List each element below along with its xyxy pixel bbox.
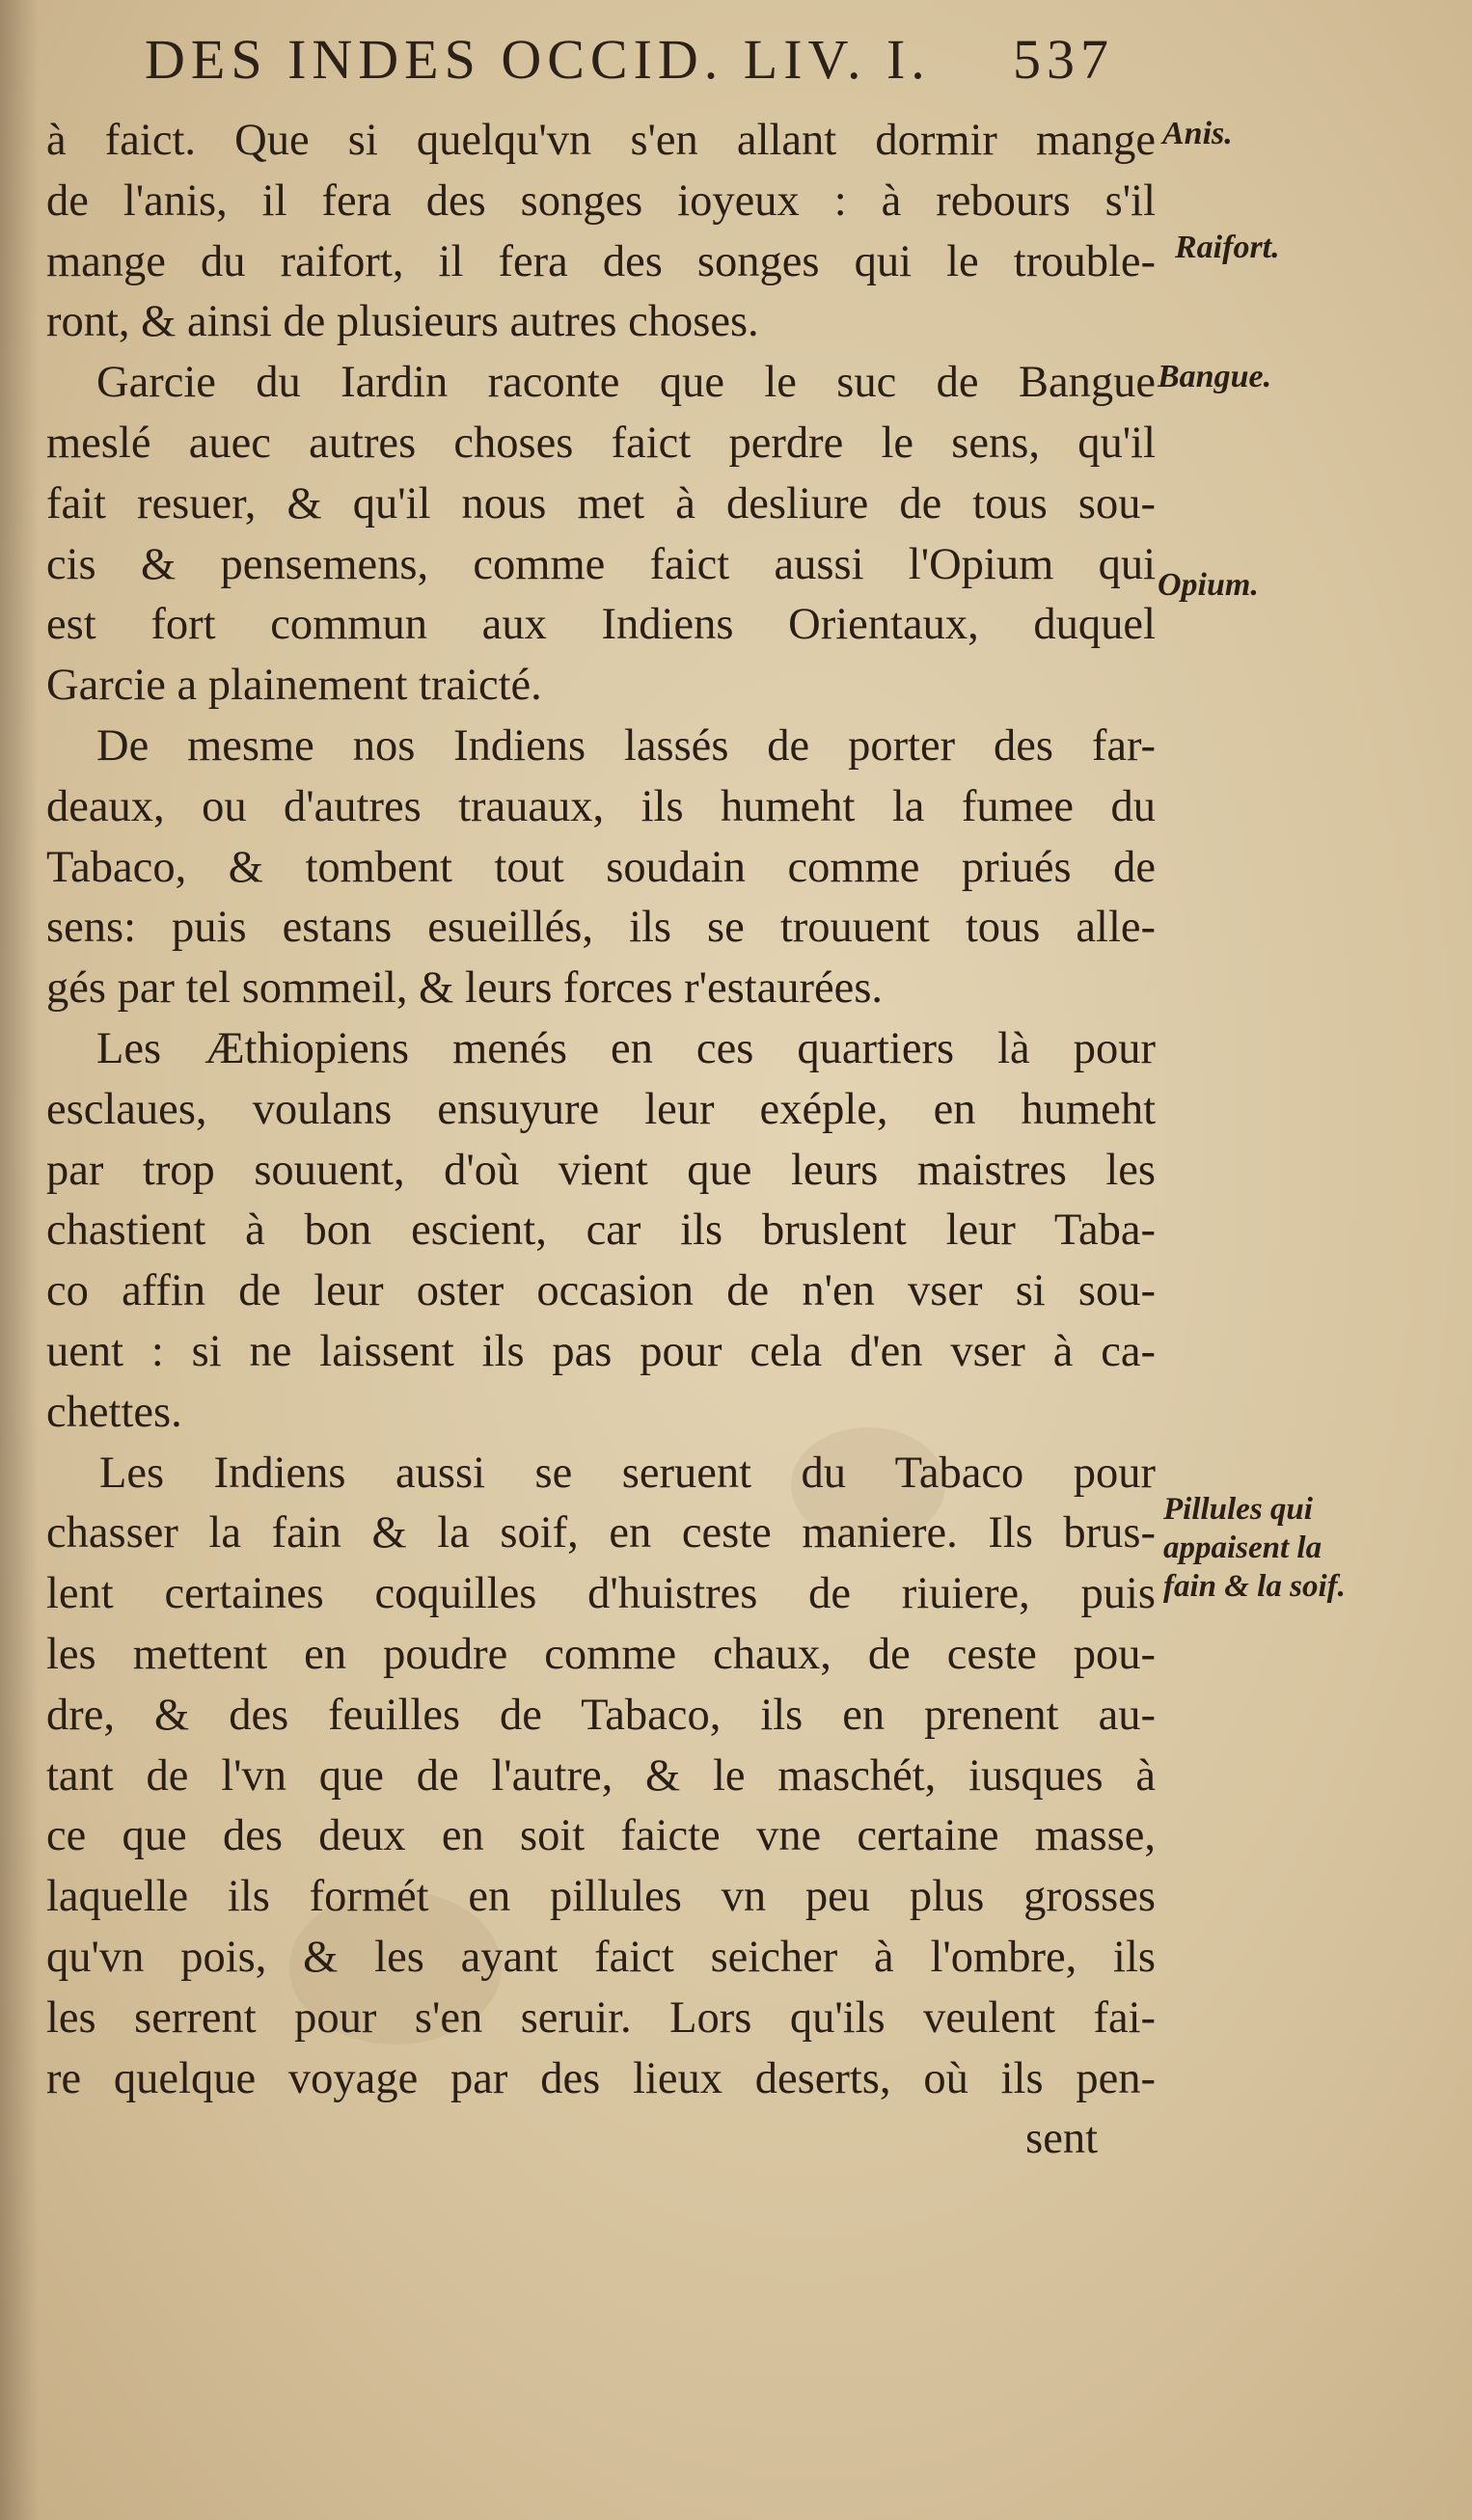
margin-note-bangue: Bangue.	[1158, 359, 1272, 394]
text-line: esclaues, voulans ensuyure leur exéple, en humeht	[46, 1084, 1156, 1134]
gutter-shadow	[0, 0, 39, 2520]
running-header	[145, 27, 1158, 114]
text-line: gés par tel sommeil, & leurs forces r'estaurées.	[46, 963, 884, 1014]
text-line: Garcie du Iardin raconte que le suc de Bangue	[96, 358, 1156, 408]
text-line: à faict. Que si quelqu'vn s'en allant dormir mange	[46, 116, 1156, 165]
text-line: ront, & ainsi de plusieurs autres choses.	[46, 297, 759, 347]
text-line: Garcie a plainement traicté.	[46, 661, 542, 711]
running-title: DES INDES OCCID. LIV. I.	[145, 28, 931, 91]
text-line: chasser la fain & la soif, en ceste maniere. Ils brus-	[46, 1508, 1156, 1558]
margin-note-pillules: Pillules qui appaisent la fain & la soif.	[1163, 1492, 1346, 1604]
text-line: uent : si ne laissent ils pas pour cela d'en vser à ca-	[46, 1326, 1156, 1376]
text-line: les mettent en poudre comme chaux, de ceste pou-	[46, 1629, 1156, 1679]
margin-note-raifort: Raifort.	[1175, 230, 1280, 265]
text-line: les serrent pour s'en seruir. Lors qu'ils veulent fai-	[46, 1992, 1156, 2043]
text-line: par trop souuent, d'où vient que leurs maistres les	[46, 1145, 1156, 1195]
margin-note-opium: Opium.	[1158, 567, 1259, 603]
text-line: Tabaco, & tombent tout soudain comme priués de	[46, 842, 1156, 892]
text-line: re quelque voyage par des lieux deserts, où ils pen-	[46, 2053, 1156, 2103]
text-line: Les Indiens aussi se seruent du Tabaco pour	[99, 1448, 1156, 1498]
text-line: meslé auec autres choses faict perdre le sens, qu'il	[46, 418, 1156, 468]
text-line: lent certaines coquilles d'huistres de riuiere, puis	[46, 1569, 1156, 1619]
catchword: sent	[1025, 2114, 1098, 2164]
margin-note-anis: Anis.	[1162, 116, 1233, 151]
text-line: qu'vn pois, & les ayant faict seicher à l'ombre, ils	[46, 1932, 1156, 1982]
text-line: mange du raifort, il fera des songes qui le trouble-	[46, 236, 1156, 286]
text-line: co affin de leur oster occasion de n'en vser si sou-	[46, 1266, 1156, 1316]
text-line: deaux, ou d'autres trauaux, ils humeht la fumee du	[46, 781, 1156, 831]
main-text-block	[46, 111, 1156, 2170]
text-line: cis & pensemens, comme faict aussi l'Opium qui	[46, 539, 1156, 589]
text-line: ce que des deux en soit faicte vne certaine masse,	[46, 1811, 1156, 1861]
text-line: laquelle ils formét en pillules vn peu plus grosses	[46, 1872, 1156, 1922]
text-line: fait resuer, & qu'il nous met à desliure de tous sou-	[46, 478, 1156, 528]
text-line: est fort commun aux Indiens Orientaux, duquel	[46, 600, 1156, 650]
text-line: tant de l'vn que de l'autre, & le maschét, iusques à	[46, 1750, 1156, 1801]
page-number: 537	[1013, 28, 1114, 91]
text-line: Les Æthiopiens menés en ces quartiers là pour	[96, 1023, 1156, 1073]
text-line: chettes.	[46, 1387, 182, 1437]
text-line: de l'anis, il fera des songes ioyeux : à rebours s'il	[46, 176, 1156, 226]
margin-notes	[1158, 0, 1472, 2520]
text-line: dre, & des feuilles de Tabaco, ils en prenent au-	[46, 1690, 1156, 1740]
text-line: chastient à bon escient, car ils bruslent leur Taba-	[46, 1206, 1156, 1256]
text-line: sens: puis estans esueillés, ils se trouuent tous alle-	[46, 903, 1156, 953]
text-line: De mesme nos Indiens lassés de porter des far-	[96, 720, 1156, 771]
